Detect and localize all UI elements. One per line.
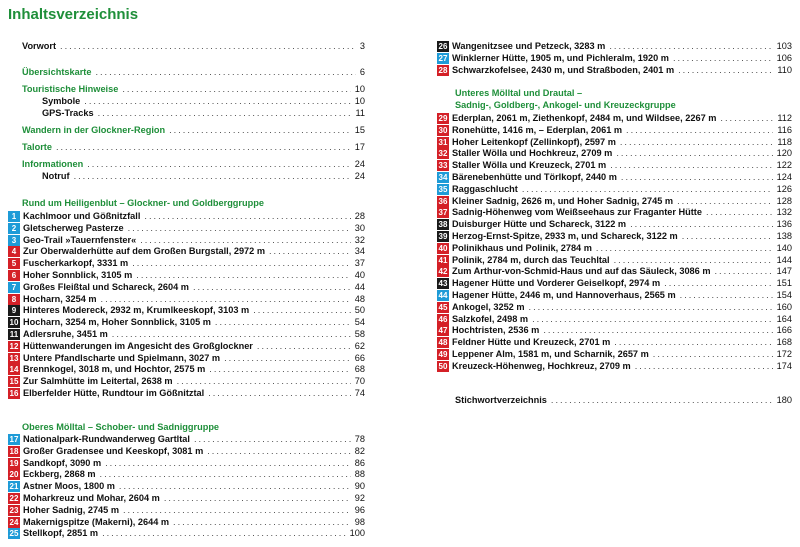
toc-entry-route[interactable] — [437, 195, 792, 207]
entry-label: Leppener Alm, 1581 m, und Scharnik, 2657 m — [452, 349, 649, 359]
entry-label: Großer Gradensee und Keeskopf, 3081 m — [23, 445, 204, 456]
route-number-badge: 37 — [438, 208, 448, 218]
route-number-badge: 44 — [438, 291, 448, 300]
dot-leader — [84, 95, 350, 107]
dot-leader — [87, 158, 351, 170]
toc-entry-route[interactable] — [437, 324, 792, 336]
toc-entry-route[interactable] — [8, 316, 365, 328]
toc-entry-intro[interactable] — [22, 66, 365, 78]
page-number: 164 — [776, 313, 792, 324]
route-number-badge: 27 — [438, 53, 448, 63]
page-number: 147 — [776, 266, 792, 277]
toc-entry-route[interactable] — [437, 112, 792, 124]
dot-leader — [616, 147, 772, 159]
section-heading: Unteres Mölltal und Drautal – — [455, 88, 583, 98]
route-number-badge: 47 — [438, 326, 448, 336]
dot-leader — [60, 40, 356, 52]
page-number: 98 — [354, 516, 365, 527]
entry-label: Herzog-Ernst-Spitze, 2933 m, und Schareck, 3122 m — [452, 231, 678, 241]
route-number-badge: 32 — [438, 149, 448, 159]
entry-label: Staller Wölla und Hochkreuz, 2709 m — [452, 148, 613, 159]
entry-label: Symbole — [42, 96, 81, 106]
entry-label: Polinik, 2784 m, durch das Teuchltal — [452, 254, 610, 265]
route-number-badge: 50 — [438, 361, 448, 371]
page-number: 151 — [776, 278, 792, 289]
dot-leader — [621, 171, 773, 183]
dot-leader — [123, 504, 351, 516]
route-number-badge: 2 — [8, 223, 20, 234]
toc-entry-route[interactable] — [8, 504, 365, 516]
toc-entry-route[interactable] — [8, 328, 365, 340]
page-number: 82 — [354, 445, 365, 456]
dot-leader — [132, 257, 351, 269]
dot-leader — [257, 340, 351, 352]
toc-entry-route[interactable] — [8, 445, 365, 457]
page-number: 174 — [776, 360, 792, 371]
dot-leader — [715, 265, 773, 277]
route-number-badge: 29 — [438, 114, 448, 123]
route-number-badge: 40 — [438, 243, 448, 253]
route-number-badge: 4 — [8, 246, 20, 257]
page-number: 124 — [776, 172, 792, 182]
entry-label: Adlersruhe, 3451 m — [23, 329, 108, 339]
entry-label: Zum Arthur-von-Schmid-Haus und auf das Säuleck, 3086 m — [452, 266, 711, 277]
toc-entry-route[interactable] — [437, 183, 792, 195]
entry-label: Hüttenwanderungen im Angesicht des Großglockner — [23, 340, 253, 351]
toc-entry-route[interactable] — [437, 289, 792, 301]
dot-leader — [128, 222, 351, 234]
toc-entry-route[interactable] — [437, 265, 792, 277]
route-number-badge: 18 — [9, 446, 19, 456]
toc-entry-route[interactable] — [437, 159, 792, 171]
dot-leader — [630, 218, 773, 230]
entry-label: Informationen — [22, 159, 84, 169]
entry-label: Elberfelder Hütte, Rundtour im Gößnitztal — [23, 388, 205, 398]
dot-leader — [720, 112, 773, 124]
dot-leader — [194, 433, 351, 445]
entry-label: Zur Oberwalderhütte auf dem Großen Burgstall, 2972 m — [23, 246, 265, 257]
toc-entry-route[interactable] — [8, 363, 365, 375]
entry-label: Hoher Sonnblick, 3105 m — [23, 270, 133, 280]
dot-leader — [74, 170, 351, 182]
dot-leader — [532, 313, 773, 325]
route-number-badge: 41 — [438, 255, 448, 265]
entry-label: Sadnig-Höhenweg vom Weißseehaus zur Fraganter Hütte — [452, 207, 702, 218]
dot-leader — [101, 293, 351, 305]
entry-label: Moharkreuz und Mohar, 2604 m — [23, 493, 160, 503]
page-number: 30 — [354, 222, 365, 233]
page-number: 168 — [776, 337, 792, 348]
route-number-badge: 30 — [438, 125, 448, 135]
entry-label: Hocharn, 3254 m, Hoher Sonnblick, 3105 m — [23, 317, 211, 328]
dot-leader — [112, 328, 351, 340]
entry-label: Hinteres Modereck, 2932 m, Krumlkeeskopf, 3103 m — [23, 305, 250, 316]
toc-entry-route[interactable] — [8, 245, 365, 257]
dot-leader — [551, 394, 773, 406]
route-number-badge: 6 — [8, 270, 20, 281]
dot-leader — [177, 375, 351, 387]
toc-entry-route[interactable] — [437, 348, 792, 360]
dot-leader — [173, 516, 351, 528]
page-number: 62 — [354, 340, 365, 351]
page-number: 58 — [354, 329, 365, 339]
page-number: 74 — [354, 388, 365, 398]
route-number-badge: 16 — [9, 389, 19, 398]
page-number: 78 — [354, 434, 365, 444]
page-number: 34 — [354, 246, 365, 257]
page-number: 10 — [354, 84, 365, 94]
route-number-badge: 22 — [9, 494, 19, 503]
toc-entry-route[interactable] — [8, 468, 365, 480]
route-number-badge: 3 — [8, 235, 20, 246]
dot-leader — [119, 480, 351, 492]
route-number-badge: 25 — [9, 529, 19, 539]
page-number: 140 — [776, 242, 792, 253]
page-number: 88 — [354, 469, 365, 480]
page-number: 3 — [359, 41, 365, 51]
toc-entry-intro[interactable] — [22, 170, 365, 182]
page-number: 28 — [354, 211, 365, 221]
page-number: 90 — [354, 481, 365, 492]
route-number-badge: 49 — [438, 350, 448, 359]
entry-label: Ronehütte, 1416 m, – Ederplan, 2061 m — [452, 124, 623, 135]
toc-entry-route[interactable] — [8, 352, 365, 364]
page-number: 37 — [354, 258, 365, 269]
page-number: 132 — [776, 207, 792, 218]
page-number: 10 — [354, 96, 365, 106]
page-number: 24 — [354, 159, 365, 169]
page-number: 70 — [354, 376, 365, 387]
entry-label: Untere Pfandlscharte und Spielmann, 3027 m — [23, 352, 221, 363]
toc-entry-route[interactable] — [437, 313, 792, 325]
entry-label: Gletscherweg Pasterze — [23, 222, 124, 233]
page-number: 32 — [354, 234, 365, 245]
entry-label: Hocharn, 3254 m — [23, 293, 97, 304]
page-number: 50 — [354, 305, 365, 316]
page-number: 17 — [354, 142, 365, 152]
page-number: 112 — [777, 113, 792, 123]
dot-leader — [614, 254, 773, 266]
entry-label: Hagener Hütte und Vorderer Geiselkopf, 2974 m — [452, 278, 661, 289]
entry-label: Kreuzeck-Höhenweg, Hochkreuz, 2709 m — [452, 360, 631, 371]
page-number: 144 — [776, 254, 792, 265]
dot-leader — [673, 52, 773, 64]
page-number: 103 — [776, 41, 792, 51]
toc-entry-route[interactable] — [8, 480, 365, 492]
entry-label: Stellkopf, 2851 m — [23, 528, 99, 539]
dot-leader — [215, 316, 351, 328]
route-number-badge: 15 — [9, 377, 19, 387]
toc-entry-route[interactable] — [437, 171, 792, 183]
entry-label: Talorte — [22, 142, 52, 152]
toc-entry-route[interactable] — [437, 206, 792, 218]
entry-label: Zur Salmhütte im Leitertal, 2638 m — [23, 376, 173, 387]
entry-label: Vorwort — [22, 41, 57, 51]
entry-label: Geo-Trail »Tauernfenster« — [23, 234, 137, 245]
entry-label: Astner Moos, 1800 m — [23, 481, 115, 492]
route-number-badge: 9 — [8, 305, 20, 316]
toc-entry-route[interactable] — [8, 210, 365, 222]
toc-entry-route[interactable] — [437, 218, 792, 230]
section-heading: Sadnig-, Goldberg-, Ankogel- und Kreuzeckgruppe — [455, 100, 676, 110]
dot-leader — [635, 360, 773, 372]
toc-entry-route[interactable] — [8, 269, 365, 281]
route-number-badge: 14 — [9, 365, 19, 375]
entry-label: Salzkofel, 2498 m — [452, 313, 529, 324]
toc-entry-intro[interactable] — [22, 158, 365, 170]
page-number: 106 — [776, 52, 792, 63]
page-number: 44 — [354, 281, 365, 292]
entry-label: Notruf — [42, 171, 70, 181]
route-number-badge: 8 — [8, 294, 20, 305]
entry-label: Kachlmoor und Gößnitzfall — [23, 211, 141, 221]
dot-leader — [522, 183, 773, 195]
dot-leader — [609, 40, 772, 52]
entry-label: Stichwortverzeichnis — [455, 395, 547, 405]
toc-entry-route[interactable] — [437, 336, 792, 348]
toc-entry-route[interactable] — [437, 254, 792, 266]
dot-leader — [144, 210, 350, 222]
route-number-badge: 33 — [438, 161, 448, 171]
page-number: 118 — [777, 136, 792, 147]
route-number-badge: 10 — [9, 318, 19, 328]
entry-label: Duisburger Hütte und Schareck, 3122 m — [452, 219, 627, 230]
section-heading: Oberes Mölltal – Schober- und Sadniggruppe — [22, 422, 220, 432]
toc-entry-intro[interactable] — [22, 107, 365, 119]
dot-leader — [136, 269, 351, 281]
page-number: 128 — [776, 195, 792, 206]
toc-entry-route[interactable] — [437, 64, 792, 76]
dot-leader — [169, 124, 351, 136]
entry-label: Wangenitzsee und Petzeck, 3283 m — [452, 41, 606, 51]
dot-leader — [100, 468, 351, 480]
page-number: 96 — [354, 504, 365, 515]
page-number: 92 — [354, 493, 365, 503]
entry-label: Winklerner Hütte, 1905 m, und Pichleralm, 1920 m — [452, 52, 669, 63]
page-number: 160 — [776, 301, 792, 312]
toc-entry-route[interactable] — [8, 234, 365, 246]
page-number: 6 — [359, 67, 365, 77]
dot-leader — [596, 242, 773, 254]
entry-label: Makernigspitze (Makerni), 2644 m — [23, 516, 170, 527]
entry-label: Sandkopf, 3090 m — [23, 457, 102, 468]
page-number: 66 — [354, 352, 365, 363]
dot-leader — [105, 457, 351, 469]
route-number-badge: 17 — [9, 435, 19, 444]
dot-leader — [529, 301, 773, 313]
dot-leader — [610, 159, 772, 171]
dot-leader — [269, 245, 351, 257]
dot-leader — [164, 492, 351, 504]
toc-entry-route[interactable] — [8, 527, 365, 539]
entry-label: Fuscherkarkopf, 3331 m — [23, 258, 129, 269]
route-number-badge: 11 — [9, 330, 19, 339]
dot-leader — [678, 64, 773, 76]
route-number-badge: 28 — [438, 65, 448, 75]
route-number-badge: 48 — [438, 338, 448, 348]
route-number-badge: 43 — [438, 279, 448, 289]
toc-entry-route[interactable] — [437, 136, 792, 148]
entry-label: Touristische Hinweise — [22, 84, 119, 94]
toc-entry-intro[interactable] — [22, 141, 365, 153]
toc-entry-route[interactable] — [8, 304, 365, 316]
route-number-badge: 5 — [8, 258, 20, 269]
dot-leader — [614, 336, 772, 348]
page-number: 11 — [355, 108, 365, 118]
page-number: 154 — [776, 290, 792, 300]
route-number-badge: 36 — [438, 196, 448, 206]
toc-entry-route[interactable] — [437, 40, 792, 52]
dot-leader — [95, 66, 355, 78]
toc-entry-intro[interactable] — [22, 95, 365, 107]
page-number: 136 — [776, 219, 792, 230]
toc-entry-route[interactable] — [8, 257, 365, 269]
entry-label: Wandern in der Glockner-Region — [22, 125, 166, 135]
toc-entry-route[interactable] — [8, 492, 365, 504]
entry-label: GPS-Tracks — [42, 108, 94, 118]
toc-entry-route[interactable] — [437, 277, 792, 289]
dot-leader — [56, 141, 351, 153]
route-number-badge: 45 — [438, 302, 448, 312]
dot-leader — [677, 195, 773, 207]
page-number: 40 — [354, 270, 365, 280]
route-number-badge: 34 — [438, 173, 448, 182]
toc-entry-intro[interactable] — [22, 40, 365, 52]
page-number: 68 — [354, 364, 365, 375]
entry-label: Eckberg, 2868 m — [23, 469, 96, 480]
route-number-badge: 26 — [438, 42, 448, 51]
dot-leader — [680, 289, 773, 301]
entry-label: Brennkogel, 3018 m, und Hochtor, 2575 m — [23, 364, 206, 375]
toc-entry-route[interactable] — [437, 230, 792, 242]
toc-entry-intro[interactable] — [22, 83, 365, 95]
route-number-badge: 19 — [9, 458, 19, 468]
dot-leader — [193, 281, 351, 293]
toc-entry-route[interactable] — [8, 281, 365, 293]
page-number: 24 — [354, 171, 365, 181]
toc-entry-route[interactable] — [437, 242, 792, 254]
entry-label: Staller Wölla und Kreuzeck, 2701 m — [452, 160, 607, 171]
page-number: 100 — [349, 528, 365, 539]
entry-label: Polinikhaus und Polinik, 2784 m — [452, 242, 592, 253]
toc-entry-route[interactable] — [8, 433, 365, 445]
page-number: 122 — [776, 160, 792, 171]
dot-leader — [224, 352, 351, 364]
toc-entry-route[interactable] — [437, 301, 792, 313]
entry-label: Großes Fleißtal und Schareck, 2604 m — [23, 281, 189, 292]
page-number: 116 — [777, 124, 792, 135]
toc-entry-route[interactable] — [437, 124, 792, 136]
dot-leader — [253, 304, 351, 316]
route-number-badge: 24 — [9, 517, 19, 527]
route-number-badge: 20 — [9, 470, 19, 480]
route-number-badge: 42 — [438, 267, 448, 277]
route-number-badge: 35 — [438, 184, 448, 194]
entry-label: Hagener Hütte, 2446 m, und Hannoverhaus, 2565 m — [452, 290, 676, 300]
entry-label: Kleiner Sadnig, 2626 m, und Hoher Sadnig, 2745 m — [452, 195, 674, 206]
toc-entry-route[interactable] — [8, 457, 365, 469]
toc-entry-route[interactable] — [8, 340, 365, 352]
page-number: 15 — [354, 125, 365, 135]
dot-leader — [207, 445, 351, 457]
dot-leader — [140, 234, 351, 246]
dot-leader — [664, 277, 773, 289]
route-number-badge: 39 — [438, 232, 448, 241]
entry-label: Nationalpark-Rundwanderweg Gartltal — [23, 434, 190, 444]
toc-entry-intro[interactable] — [22, 124, 365, 136]
entry-label: Bärenebenhütte und Törlkopf, 2440 m — [452, 172, 617, 182]
page-number: 180 — [776, 395, 792, 405]
toc-entry-route[interactable] — [8, 387, 365, 399]
toc-entry-route[interactable] — [8, 293, 365, 305]
route-number-badge: 7 — [8, 282, 20, 293]
toc-entry-index[interactable] — [455, 394, 792, 406]
toc-entry-route[interactable] — [437, 360, 792, 372]
route-number-badge: 23 — [9, 505, 19, 515]
entry-label: Schwarzkofelsee, 2430 m, und Straßboden, 2401 m — [452, 64, 675, 75]
dot-leader — [209, 363, 350, 375]
entry-label: Feldner Hütte und Kreuzeck, 2701 m — [452, 337, 611, 348]
page-number: 138 — [776, 231, 792, 241]
entry-label: Ankogel, 3252 m — [452, 301, 525, 312]
dot-leader — [682, 230, 773, 242]
page-number: 172 — [776, 349, 792, 359]
entry-label: Hoher Leitenkopf (Zellinkopf), 2597 m — [452, 136, 616, 147]
dot-leader — [122, 83, 350, 95]
page-number: 120 — [776, 148, 792, 159]
toc-entry-route[interactable] — [8, 375, 365, 387]
entry-label: Hoher Sadnig, 2745 m — [23, 504, 119, 515]
entry-label: Raggaschlucht — [452, 183, 518, 194]
page-number: 86 — [354, 457, 365, 468]
route-number-badge: 13 — [9, 353, 19, 363]
dot-leader — [102, 527, 346, 539]
route-number-badge: 1 — [8, 211, 20, 222]
page-number: 126 — [776, 183, 792, 194]
dot-leader — [706, 206, 773, 218]
entry-label: Übersichtskarte — [22, 67, 92, 77]
toc-entry-route[interactable] — [8, 516, 365, 528]
toc-entry-route[interactable] — [437, 147, 792, 159]
section-heading: Rund um Heiligenblut – Glockner- und Goldberggruppe — [22, 198, 264, 208]
entry-label: Ederplan, 2061 m, Ziethenkopf, 2484 m, und Wildsee, 2267 m — [452, 113, 717, 123]
dot-leader — [543, 324, 772, 336]
page-title: Inhaltsverzeichnis — [8, 6, 139, 23]
dot-leader — [626, 124, 773, 136]
entry-label: Hochtristen, 2536 m — [452, 325, 540, 336]
dot-leader — [653, 348, 773, 360]
toc-entry-route[interactable] — [437, 52, 792, 64]
dot-leader — [620, 136, 773, 148]
toc-entry-route[interactable] — [8, 222, 365, 234]
page-number: 110 — [777, 64, 792, 75]
page-number: 166 — [776, 325, 792, 336]
route-number-badge: 46 — [438, 314, 448, 324]
page-number: 48 — [354, 293, 365, 304]
page-number: 54 — [354, 317, 365, 328]
dot-leader — [208, 387, 351, 399]
route-number-badge: 21 — [9, 482, 19, 492]
route-number-badge: 12 — [9, 341, 19, 351]
dot-leader — [98, 107, 352, 119]
route-number-badge: 31 — [438, 137, 448, 147]
route-number-badge: 38 — [438, 220, 448, 230]
